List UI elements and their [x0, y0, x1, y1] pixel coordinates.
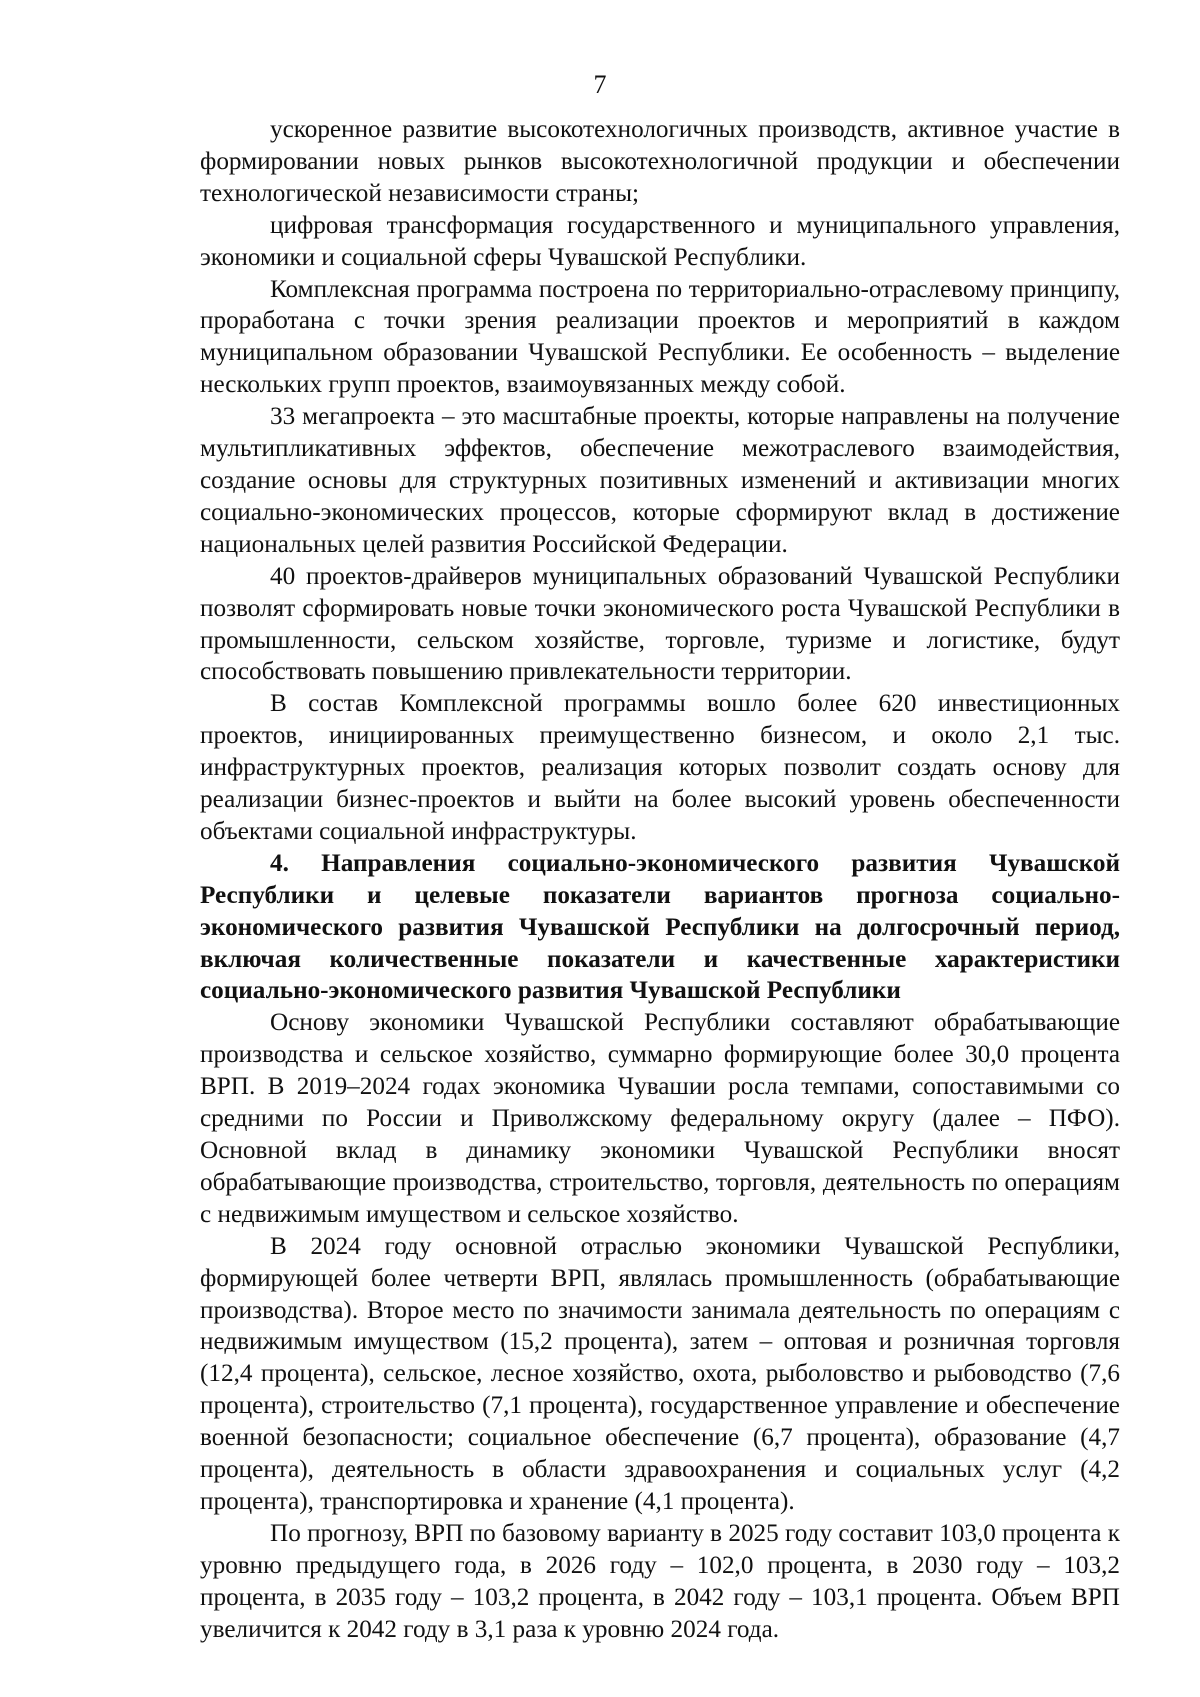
document-body: [200, 114, 1120, 1646]
paragraph-program-structure: Комплексная программа построена по территориально-отраслевому принципу, проработана с точки зрения реализации проектов и мероприятий в каждом муниципальном образовании Чувашской Республики. Ее особенность – выделение нескольких групп проектов, взаимоувязанных между собой.: [200, 275, 1120, 399]
paragraph-digital-transformation: цифровая трансформация государственного и муниципального управления, экономики и социальной сферы Чувашской Республики.: [200, 211, 1120, 271]
paragraph-economy-structure-2024: В 2024 году основной отраслью экономики Чувашской Республики, формирующей более четверти ВРП, являлась промышленность (обрабатывающие производства). Второе место по значимости занимала деятельность по операциям с недвижимым имуществом (15,2 процента), затем – оптовая и розничная торговля (12,4 процента), сельское, лесное хозяйство, охота, рыболовство и рыбоводство (7,6 процента), строительство (7,1 процента), государственное управление и обеспечение военной безопасности; социальное обеспечение (6,7 процента), образование (4,7 процента), деятельность в области здравоохранения и социальных услуг (4,2 процента), транспортировка и хранение (4,1 процента).: [200, 1232, 1120, 1515]
paragraph-high-tech: ускоренное развитие высокотехнологичных производств, активное участие в формировании новых рынков высокотехнологичной продукции и обеспечении технологической независимости страны;: [200, 116, 1120, 207]
paragraph-economy-basis: Основу экономики Чувашской Республики составляют обрабатывающие производства и сельское хозяйство, суммарно формирующие более 30,0 процента ВРП. В 2019–2024 годах экономика Чувашии росла темпами, сопоставимыми со средними по России и Приволжскому федеральному округу (далее – ПФО). Основной вклад в динамику экономики Чувашской Республики вносят обрабатывающие производства, строительство, торговля, деятельность по операциям с недвижимым имуществом и сельское хозяйство.: [200, 1009, 1120, 1228]
page-number: 7: [593, 70, 607, 99]
paragraph-grp-forecast: По прогнозу, ВРП по базовому варианту в 2025 году составит 103,0 процента к уровню предыдущего года, в 2026 году – 102,0 процента, в 2030 году – 103,2 процента, в 2035 году – 103,2 процента, в 2042 году – 103,1 процента. Объем ВРП увеличится к 2042 году в 3,1 раза к уровню 2024 года.: [200, 1519, 1120, 1643]
paragraph-driver-projects: 40 проектов-драйверов муниципальных образований Чувашской Республики позволят сформировать новые точки экономического роста Чувашской Республики в промышленности, сельском хозяйстве, торговле, туризме и логистике, будут способствовать повышению привлекательности территории.: [200, 562, 1120, 686]
paragraph-investment-projects: В состав Комплексной программы вошло более 620 инвестиционных проектов, инициированных преимущественно бизнесом, и около 2,1 тыс. инфраструктурных проектов, реализация которых позволит создать основу для реализации бизнес-проектов и выйти на более высокий уровень обеспеченности объектами социальной инфраструктуры.: [200, 690, 1120, 845]
section-heading: 4. Направления социально-экономического развития Чувашской Республики и целевые показатели вариантов прогноза социально-экономического развития Чувашской Республики на долгосрочный период, включая количественные показатели и качественные характеристики социально-экономического развития Чувашской Республики: [200, 849, 1120, 1005]
paragraph-megaprojects: 33 мегапроекта – это масштабные проекты, которые направлены на получение мультипликативных эффектов, обеспечение межотраслевого взаимодействия, создание основы для структурных позитивных изменений и активизации многих социально-экономических процессов, которые сформируют вклад в достижение национальных целей развития Российской Федерации.: [200, 403, 1120, 558]
